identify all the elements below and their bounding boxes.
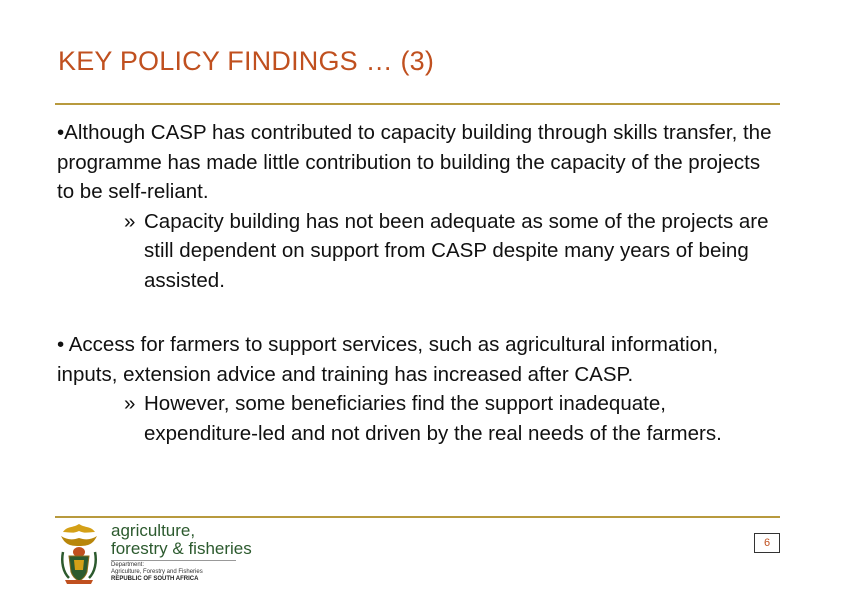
sub-bullet-marker: » xyxy=(124,209,136,233)
title-divider xyxy=(55,103,780,105)
finding-2-sub-bullet xyxy=(57,389,777,448)
logo-wordmark xyxy=(111,522,252,583)
finding-1-sub-text: Capacity building has not been adequate as some of the projects are still dependent on support from CASP despite many years of being assisted. xyxy=(144,209,769,292)
logo-dept-name: Agriculture, Forestry and Fisheries xyxy=(111,569,203,575)
finding-1-text: •Although CASP has contributed to capacity building through skills transfer, the programme has made little contribution to building the capacity of the projects to be self-reliant. xyxy=(57,121,772,203)
finding-1-sub-bullet xyxy=(57,207,777,296)
finding-block-1 xyxy=(57,118,777,295)
finding-2-text: • Access for farmers to support services, such as agricultural information, inputs, extension advice and training has increased after CASP. xyxy=(57,333,719,386)
logo-separator xyxy=(111,560,236,561)
finding-2-sub-text: However, some beneficiaries find the support inadequate, expenditure-led and not driven by the real needs of the farmers. xyxy=(144,392,722,445)
page-number-box: 6 xyxy=(754,533,780,553)
coat-of-arms-icon xyxy=(55,522,103,586)
logo-line-2: forestry & fisheries xyxy=(111,539,252,558)
sub-bullet-marker: » xyxy=(124,392,136,415)
logo-dept-label: Department: xyxy=(111,562,145,568)
footer-divider xyxy=(55,516,780,518)
department-logo xyxy=(55,521,252,587)
logo-country: REPUBLIC OF SOUTH AFRICA xyxy=(111,576,199,582)
logo-line-1: agriculture, xyxy=(111,521,196,540)
finding-block-2 xyxy=(57,330,777,448)
slide-title: KEY POLICY FINDINGS … (3) xyxy=(58,46,435,76)
